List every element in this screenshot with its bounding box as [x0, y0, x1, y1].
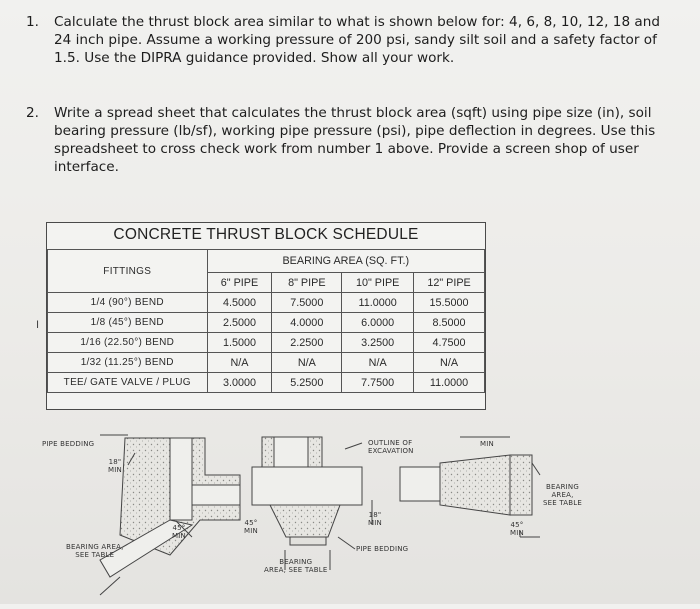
value-cell: 2.2500 [272, 333, 342, 353]
left-pipe-vertical [170, 438, 192, 520]
fitting-cell: 1/4 (90°) BEND [48, 293, 208, 313]
value-cell: 3.0000 [207, 373, 272, 393]
center-tee-drawing [252, 437, 372, 570]
fitting-cell: 1/16 (22.50°) BEND [48, 333, 208, 353]
fitting-cell: 1/8 (45°) BEND [48, 313, 208, 333]
value-cell: 8.5000 [414, 313, 485, 333]
question-1-number: 1. [26, 14, 39, 30]
value-cell: N/A [272, 353, 342, 373]
value-cell: N/A [342, 353, 414, 373]
value-cell: 5.2500 [272, 373, 342, 393]
question-2-number: 2. [26, 105, 39, 121]
question-1-line-1: Calculate the thrust block area similar to what is shown below for: 4, 6, 8, 10, 12, 18 and [54, 14, 660, 30]
drawings-svg [0, 425, 700, 604]
schedule-table [47, 249, 485, 393]
value-cell: 3.2500 [342, 333, 414, 353]
question-2 [26, 104, 686, 184]
min-18-label-center: 18" MIN [368, 511, 382, 527]
column-header: 10" PIPE [342, 273, 414, 293]
question-2-line-1: Write a spread sheet that calculates the thrust block area (sqft) using pipe size (in), soil [54, 105, 652, 121]
value-cell: 7.7500 [342, 373, 414, 393]
question-2-text [54, 104, 655, 176]
min-45-label-center: 45° MIN [244, 519, 258, 535]
value-cell: 11.0000 [342, 293, 414, 313]
value-cell: 4.7500 [414, 333, 485, 353]
thrust-block-drawings [0, 425, 700, 604]
value-cell: N/A [207, 353, 272, 373]
bearing-area-label-right: BEARING AREA, SEE TABLE [543, 483, 582, 507]
min-label-right-top: MIN [480, 440, 494, 448]
table-row [48, 353, 485, 373]
question-1 [26, 13, 686, 83]
question-1-line-3: 1.5. Use the DIPRA guidance provided. Show all your work. [54, 50, 455, 66]
pipe-bedding-label-left: PIPE BEDDING [42, 440, 95, 448]
column-header: 8" PIPE [272, 273, 342, 293]
value-cell: 15.5000 [414, 293, 485, 313]
table-row [48, 333, 485, 353]
min-45-label-left: 45° MIN [172, 524, 186, 540]
value-cell: 1.5000 [207, 333, 272, 353]
left-pipe-horizontal [192, 485, 240, 505]
value-cell: 4.0000 [272, 313, 342, 333]
question-1-line-2: 24 inch pipe. Assume a working pressure of 200 psi, sandy silt soil and a safety factor of [54, 32, 657, 48]
table-row [48, 373, 485, 393]
fitting-cell: 1/32 (11.25°) BEND [48, 353, 208, 373]
fitting-cell: TEE/ GATE VALVE / PLUG [48, 373, 208, 393]
value-cell: 7.5000 [272, 293, 342, 313]
question-2-line-2: bearing pressure (lb/sf), working pipe pressure (psi), pipe deflection in degrees. Use this [54, 123, 656, 139]
column-header: 12" PIPE [414, 273, 485, 293]
value-cell: 11.0000 [414, 373, 485, 393]
value-cell: N/A [414, 353, 485, 373]
fittings-header: FITTINGS [48, 250, 208, 293]
pipe-bedding-label-center: PIPE BEDDING [356, 545, 409, 553]
schedule-title: CONCRETE THRUST BLOCK SCHEDULE [113, 226, 419, 243]
bearing-area-label-left: BEARING AREA, SEE TABLE [66, 543, 124, 559]
outline-excavation-label: OUTLINE OF EXCAVATION [368, 439, 414, 455]
value-cell: 2.5000 [207, 313, 272, 333]
side-mark: I [36, 319, 40, 331]
question-2-line-3: spreadsheet to cross check work from number 1 above. Provide a screen shop of user [54, 141, 639, 157]
bearing-area-header: BEARING AREA (SQ. FT.) [207, 250, 484, 273]
column-header: 6" PIPE [207, 273, 272, 293]
value-cell: 6.0000 [342, 313, 414, 333]
thrust-block-schedule [46, 222, 486, 410]
table-row [48, 313, 485, 333]
min-45-label-right: 45° MIN [510, 521, 524, 537]
min-18-label-left: 18" MIN [108, 458, 122, 474]
value-cell: 4.5000 [207, 293, 272, 313]
question-2-line-4: interface. [54, 159, 119, 175]
bearing-area-label-center: BEARING AREA, SEE TABLE [264, 558, 328, 574]
question-1-text [54, 13, 660, 67]
table-row [48, 293, 485, 313]
